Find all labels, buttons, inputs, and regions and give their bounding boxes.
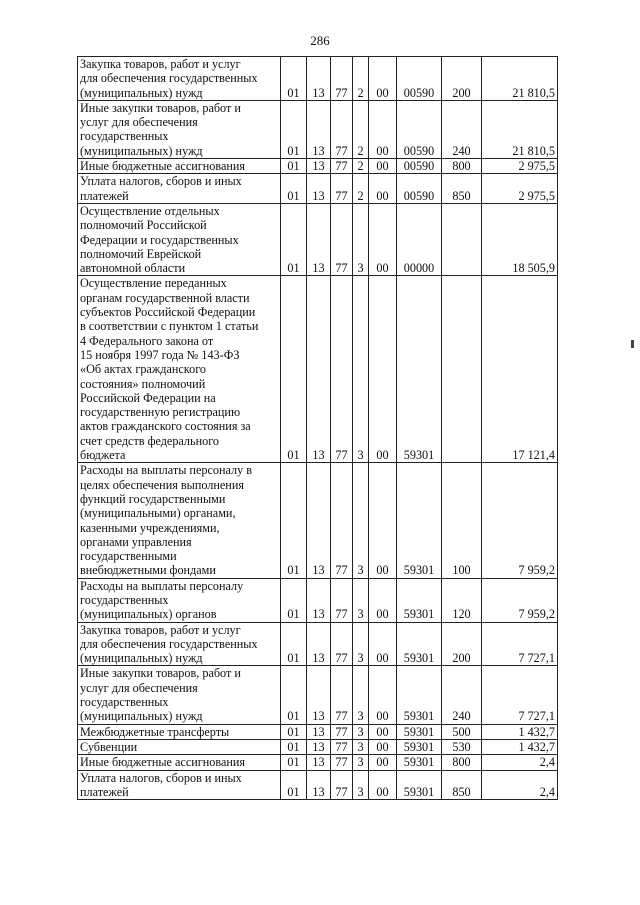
cell-subsection: 13 xyxy=(307,100,331,158)
cell-name-line: органам государственной власти xyxy=(80,290,250,305)
cell-name xyxy=(78,666,281,724)
cell-program: 77 xyxy=(331,755,353,770)
cell-name xyxy=(78,159,281,174)
cell-amount: 1 432,7 xyxy=(482,724,558,739)
cell-expense-type: 530 xyxy=(442,739,482,754)
cell-expense-type: 120 xyxy=(442,578,482,622)
cell-expense-type: 850 xyxy=(442,174,482,204)
cell-expense-type: 200 xyxy=(442,57,482,101)
table-row xyxy=(78,57,558,101)
cell-expense-type: 240 xyxy=(442,666,482,724)
cell-program: 77 xyxy=(331,203,353,275)
cell-subprogram: 3 xyxy=(353,755,369,770)
table-row xyxy=(78,100,558,158)
cell-name-line: платежей xyxy=(80,784,129,799)
cell-name xyxy=(78,276,281,463)
cell-name-line: «Об актах гражданского xyxy=(80,362,206,377)
cell-name xyxy=(78,739,281,754)
cell-amount: 21 810,5 xyxy=(482,57,558,101)
cell-name-line: услуг для обеспечения xyxy=(80,680,198,695)
cell-main-event: 00 xyxy=(369,770,397,800)
cell-name xyxy=(78,57,281,101)
cell-name xyxy=(78,203,281,275)
cell-direction: 59301 xyxy=(397,724,442,739)
cell-amount: 7 727,1 xyxy=(482,622,558,666)
cell-name-line: Расходы на выплаты персоналу xyxy=(80,578,244,593)
cell-name-line: полномочий Еврейской xyxy=(80,246,202,261)
cell-subprogram: 3 xyxy=(353,463,369,578)
cell-program: 77 xyxy=(331,622,353,666)
cell-subsection: 13 xyxy=(307,463,331,578)
cell-name-line: автономной области xyxy=(80,261,186,276)
cell-direction: 59301 xyxy=(397,463,442,578)
cell-name-line: счет средств федерального xyxy=(80,433,219,448)
cell-name-line: субъектов Российской Федерации xyxy=(80,305,256,320)
cell-subprogram: 2 xyxy=(353,57,369,101)
cell-section: 01 xyxy=(281,159,307,174)
cell-subprogram: 3 xyxy=(353,578,369,622)
cell-amount: 7 959,2 xyxy=(482,463,558,578)
cell-name-line: полномочий Российской xyxy=(80,218,207,233)
cell-section: 01 xyxy=(281,276,307,463)
cell-name-line: (муниципальными) органами, xyxy=(80,506,236,521)
cell-section: 01 xyxy=(281,463,307,578)
cell-name xyxy=(78,755,281,770)
cell-direction: 59301 xyxy=(397,622,442,666)
table-row xyxy=(78,276,558,463)
cell-direction: 59301 xyxy=(397,755,442,770)
budget-table xyxy=(77,56,558,800)
cell-name-line: бюджета xyxy=(80,448,126,463)
cell-name-line: актов гражданского состояния за xyxy=(80,419,251,434)
cell-amount: 2 975,5 xyxy=(482,159,558,174)
cell-main-event: 00 xyxy=(369,463,397,578)
cell-subsection: 13 xyxy=(307,755,331,770)
cell-main-event: 00 xyxy=(369,203,397,275)
cell-subprogram: 3 xyxy=(353,622,369,666)
cell-direction: 00000 xyxy=(397,203,442,275)
cell-amount: 18 505,9 xyxy=(482,203,558,275)
cell-subprogram: 3 xyxy=(353,276,369,463)
cell-amount: 17 121,4 xyxy=(482,276,558,463)
cell-name-line: Иные бюджетные ассигнования xyxy=(80,159,246,174)
cell-subprogram: 2 xyxy=(353,159,369,174)
cell-name-line: состояния» полномочий xyxy=(80,376,206,391)
cell-name-line: целях обеспечения выполнения xyxy=(80,477,244,492)
cell-section: 01 xyxy=(281,755,307,770)
cell-expense-type: 800 xyxy=(442,755,482,770)
cell-main-event: 00 xyxy=(369,100,397,158)
cell-expense-type xyxy=(442,276,482,463)
cell-main-event: 00 xyxy=(369,159,397,174)
cell-name-line: платежей xyxy=(80,188,129,203)
cell-program: 77 xyxy=(331,578,353,622)
cell-name-line: государственных xyxy=(80,695,169,710)
cell-section: 01 xyxy=(281,578,307,622)
cell-direction: 00590 xyxy=(397,100,442,158)
cell-subprogram: 2 xyxy=(353,174,369,204)
cell-subprogram: 2 xyxy=(353,100,369,158)
cell-expense-type xyxy=(442,203,482,275)
cell-main-event: 00 xyxy=(369,755,397,770)
cell-name-line: Иные закупки товаров, работ и xyxy=(80,666,241,681)
table-row xyxy=(78,724,558,739)
cell-name xyxy=(78,622,281,666)
cell-direction: 59301 xyxy=(397,276,442,463)
cell-subprogram: 3 xyxy=(353,770,369,800)
cell-subsection: 13 xyxy=(307,203,331,275)
cell-direction: 59301 xyxy=(397,578,442,622)
cell-name-line: внебюджетными фондами xyxy=(80,563,216,578)
cell-direction: 59301 xyxy=(397,739,442,754)
cell-direction: 59301 xyxy=(397,666,442,724)
cell-name-line: Уплата налогов, сборов и иных xyxy=(80,174,242,189)
table-row xyxy=(78,578,558,622)
cell-subsection: 13 xyxy=(307,578,331,622)
cell-program: 77 xyxy=(331,100,353,158)
cell-name-line: Осуществление переданных xyxy=(80,276,227,291)
cell-section: 01 xyxy=(281,174,307,204)
cell-subsection: 13 xyxy=(307,159,331,174)
cell-name xyxy=(78,174,281,204)
table-row xyxy=(78,463,558,578)
cell-amount: 2,4 xyxy=(482,755,558,770)
cell-program: 77 xyxy=(331,770,353,800)
cell-name-line: Закупка товаров, работ и услуг xyxy=(80,622,241,637)
cell-name xyxy=(78,100,281,158)
cell-name-line: Межбюджетные трансферты xyxy=(80,724,230,739)
cell-amount: 7 727,1 xyxy=(482,666,558,724)
table-row xyxy=(78,739,558,754)
cell-section: 01 xyxy=(281,724,307,739)
cell-name-line: Субвенции xyxy=(80,739,138,754)
cell-name-line: 4 Федерального закона от xyxy=(80,333,214,348)
cell-program: 77 xyxy=(331,739,353,754)
cell-expense-type: 240 xyxy=(442,100,482,158)
cell-name xyxy=(78,770,281,800)
cell-amount: 21 810,5 xyxy=(482,100,558,158)
cell-main-event: 00 xyxy=(369,724,397,739)
table-row xyxy=(78,174,558,204)
cell-subsection: 13 xyxy=(307,276,331,463)
cell-program: 77 xyxy=(331,276,353,463)
cell-name-line: 15 ноября 1997 года № 143-ФЗ xyxy=(80,347,240,362)
cell-subsection: 13 xyxy=(307,622,331,666)
cell-program: 77 xyxy=(331,57,353,101)
cell-amount: 1 432,7 xyxy=(482,739,558,754)
cell-subprogram: 3 xyxy=(353,666,369,724)
cell-name-line: Осуществление отдельных xyxy=(80,203,220,218)
cell-subsection: 13 xyxy=(307,174,331,204)
cell-name-line: Уплата налогов, сборов и иных xyxy=(80,770,242,785)
cell-amount: 2,4 xyxy=(482,770,558,800)
cell-name-line: Иные бюджетные ассигнования xyxy=(80,755,246,770)
cell-subprogram: 3 xyxy=(353,203,369,275)
cell-subprogram: 3 xyxy=(353,739,369,754)
cell-name-line: (муниципальных) органов xyxy=(80,607,217,622)
cell-amount: 2 975,5 xyxy=(482,174,558,204)
cell-name-line: государственными xyxy=(80,549,177,564)
cell-subsection: 13 xyxy=(307,739,331,754)
cell-name-line: для обеспечения государственных xyxy=(80,71,258,86)
cell-name-line: органами управления xyxy=(80,534,192,549)
cell-subprogram: 3 xyxy=(353,724,369,739)
cell-subsection: 13 xyxy=(307,57,331,101)
cell-name-line: услуг для обеспечения xyxy=(80,115,198,130)
cell-main-event: 00 xyxy=(369,174,397,204)
cell-program: 77 xyxy=(331,666,353,724)
table-row xyxy=(78,159,558,174)
cell-name-line: (муниципальных) нужд xyxy=(80,709,203,724)
cell-section: 01 xyxy=(281,739,307,754)
cell-main-event: 00 xyxy=(369,622,397,666)
cell-subsection: 13 xyxy=(307,666,331,724)
cell-name-line: функций государственными xyxy=(80,491,226,506)
table-body xyxy=(78,57,558,800)
cell-program: 77 xyxy=(331,724,353,739)
cell-name-line: государственных xyxy=(80,129,169,144)
table-row xyxy=(78,666,558,724)
cell-name xyxy=(78,724,281,739)
cell-expense-type: 500 xyxy=(442,724,482,739)
cell-name-line: Российской Федерации на xyxy=(80,390,216,405)
cell-program: 77 xyxy=(331,159,353,174)
cell-name-line: государственную регистрацию xyxy=(80,405,241,420)
cell-name xyxy=(78,578,281,622)
cell-name-line: для обеспечения государственных xyxy=(80,636,258,651)
cell-main-event: 00 xyxy=(369,666,397,724)
cell-name-line: казенными учреждениями, xyxy=(80,520,220,535)
cell-direction: 59301 xyxy=(397,770,442,800)
cell-section: 01 xyxy=(281,203,307,275)
cell-name-line: Иные закупки товаров, работ и xyxy=(80,100,241,115)
cell-name-line: Расходы на выплаты персоналу в xyxy=(80,463,252,478)
cell-name-line: (муниципальных) нужд xyxy=(80,651,203,666)
cell-expense-type: 800 xyxy=(442,159,482,174)
cell-section: 01 xyxy=(281,57,307,101)
cell-subsection: 13 xyxy=(307,724,331,739)
cell-program: 77 xyxy=(331,174,353,204)
cell-section: 01 xyxy=(281,100,307,158)
cell-name-line: Федерации и государственных xyxy=(80,232,239,247)
table-row xyxy=(78,203,558,275)
page-number: 286 xyxy=(310,33,330,48)
cell-main-event: 00 xyxy=(369,739,397,754)
table-row xyxy=(78,622,558,666)
cell-section: 01 xyxy=(281,770,307,800)
cell-section: 01 xyxy=(281,666,307,724)
cell-expense-type: 850 xyxy=(442,770,482,800)
cell-name-line: Закупка товаров, работ и услуг xyxy=(80,57,241,71)
cell-name-line: (муниципальных) нужд xyxy=(80,85,203,100)
cell-main-event: 00 xyxy=(369,57,397,101)
cell-name-line: в соответствии с пунктом 1 статьи xyxy=(80,319,259,334)
cell-subsection: 13 xyxy=(307,770,331,800)
cell-amount: 7 959,2 xyxy=(482,578,558,622)
table-row xyxy=(78,755,558,770)
cell-expense-type: 200 xyxy=(442,622,482,666)
cell-name-line: государственных xyxy=(80,592,169,607)
table-row xyxy=(78,770,558,800)
cell-direction: 00590 xyxy=(397,159,442,174)
scan-mark xyxy=(631,340,634,348)
cell-name xyxy=(78,463,281,578)
cell-direction: 00590 xyxy=(397,174,442,204)
cell-main-event: 00 xyxy=(369,276,397,463)
cell-section: 01 xyxy=(281,622,307,666)
cell-program: 77 xyxy=(331,463,353,578)
cell-expense-type: 100 xyxy=(442,463,482,578)
cell-direction: 00590 xyxy=(397,57,442,101)
cell-main-event: 00 xyxy=(369,578,397,622)
cell-name-line: (муниципальных) нужд xyxy=(80,143,203,158)
